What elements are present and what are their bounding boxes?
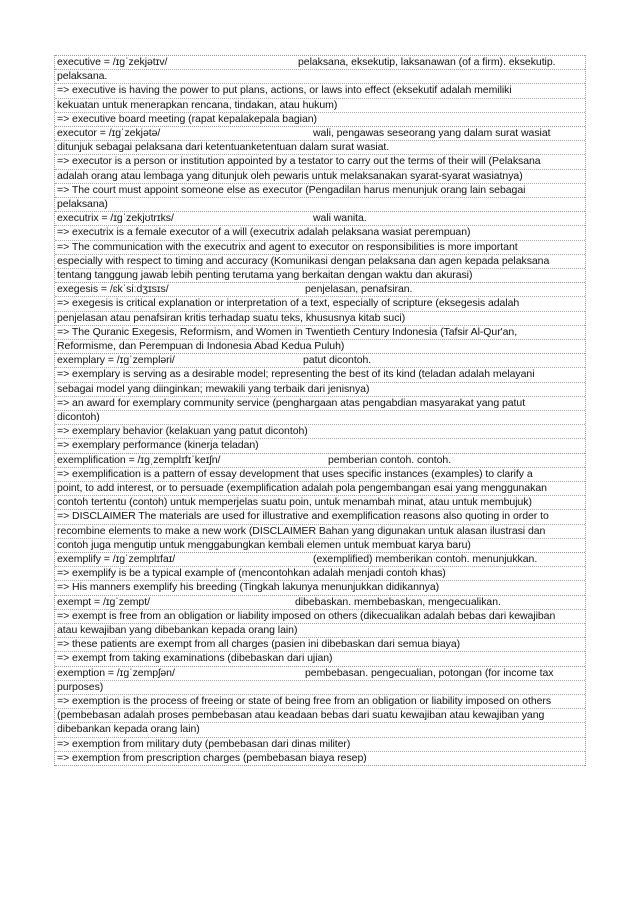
entry-line: => executive is having the power to put plans, actions, or laws into effect (eksekutif adalah memiliki (55, 84, 585, 98)
entry-line: => exemplary performance (kinerja teladan) (57, 439, 259, 452)
entry-translation: wali wanita. (313, 212, 367, 225)
entry-term: exemplary = /ɪɡˈzempləri/ (57, 354, 175, 367)
dictionary-entry (55, 55, 585, 126)
entry-line: => executor is a person or institution appointed by a testator to carry out the terms of their will (Pelaksana (55, 155, 585, 169)
entry-headline (55, 354, 585, 368)
dictionary-entries (54, 55, 586, 766)
entry-line: => executrix is a female executor of a will (executrix adalah pelaksana wasiat perempuan) (55, 226, 585, 240)
dictionary-entry (55, 552, 585, 595)
entry-line: => executive board meeting (rapat kepalakepala bagian) (57, 112, 317, 125)
entry-line: => His manners exemplify his breeding (Tingkah lakunya menunjukkan didikannya) (57, 581, 440, 594)
dictionary-entry (55, 666, 585, 766)
entry-line: => The Quranic Exegesis, Reformism, and Women in Twentieth Century Indonesia (Tafsir Al-Qur'an, (55, 326, 585, 340)
entry-line: tentang tanggung jawab lebih penting terutama yang berkaitan dengan waktu dan akurasi) (57, 269, 473, 281)
entry-line: => exemplary is serving as a desirable model; representing the best of its kind (teladan adalah melayani (55, 368, 585, 382)
entry-line: contoh juga mengutip untuk menggabungkan kembali elemen untuk membuat karya baru) (57, 538, 471, 551)
entry-line: => these patients are exempt from all charges (pasien ini dibebaskan dari semua biaya) (55, 638, 585, 652)
entry-line: point, to add interest, or to persuade (exemplification adalah pola pengembangan esai yang menggunakan (55, 482, 585, 496)
entry-line: => an award for exemplary community service (penghargaan atas pengabdian masyarakat yang patut (55, 397, 585, 411)
entry-headline (55, 596, 585, 610)
entry-term: executor = /ɪɡˈzekjətə/ (57, 127, 161, 139)
entry-line: recombine elements to make a new work (DISCLAIMER Bahan yang digunakan untuk alasan ilustrasi dan (55, 525, 585, 539)
entry-line: => exemption from military duty (pembebasan dari dinas militer) (55, 738, 585, 752)
entry-line: => DISCLAIMER The materials are used for illustrative and exemplification reasons also quoting in order to (55, 510, 585, 524)
entry-term: exempt = /ɪɡˈzempt/ (57, 595, 150, 608)
dictionary-entry (55, 595, 585, 666)
entry-translation: (exemplified) memberikan contoh. menunjukkan. (313, 553, 538, 566)
entry-line: purposes) (55, 681, 585, 695)
entry-headline (55, 127, 585, 141)
entry-translation: wali, pengawas seseorang yang dalam surat wasiat (313, 127, 551, 139)
entry-term: exegesis = /ɛkˈsiːdʒɪsɪs/ (57, 283, 169, 296)
entry-line: pelaksana) (57, 198, 108, 210)
entry-translation: pelaksana, eksekutip, laksanawan (of a firm). eksekutip. (298, 56, 556, 68)
entry-translation: patut dicontoh. (303, 354, 372, 367)
entry-line: => exemplify is be a typical example of (mencontohkan adalah menjadi contoh khas) (55, 567, 585, 581)
entry-headline (55, 667, 585, 681)
entry-line: => exempt from taking examinations (dibebaskan dari ujian) (57, 652, 333, 665)
entry-translation: pemberian contoh. contoh. (328, 453, 452, 466)
entry-translation: penjelasan, penafsiran. (305, 283, 413, 296)
dictionary-entry (55, 211, 585, 282)
entry-term: exemplification = /ɪɡˌzemplɪfɪˈkeɪʃn/ (57, 453, 221, 466)
entry-translation: pembebasan. pengecualian, potongan (for income tax (305, 666, 554, 679)
entry-line: Reformisme, dan Perempuan di Indonesia Abad Kedua Puluh) (57, 340, 345, 352)
entry-term: executive = /ɪɡˈzekjətɪv/ (57, 56, 168, 68)
entry-line: adalah orang atau lembaga yang ditunjuk oleh pewaris untuk melaksanakan syarat-syarat wasiatnya) (55, 170, 585, 184)
entry-headline (55, 553, 585, 567)
entry-line: => exempt is free from an obligation or liability imposed on others (dikecualikan adalah bebas dari kewajiban (55, 610, 585, 624)
entry-line: ditunjuk sebagai pelaksana dari ketentuanketentuan dalam surat wasiat. (55, 141, 585, 155)
entry-line: => The communication with the executrix and agent to executor on responsibilities is more important (55, 241, 585, 255)
entry-line: => exegesis is critical explanation or interpretation of a text, especially of scripture (eksegesis adalah (55, 297, 585, 311)
entry-line: => exemplary behavior (kelakuan yang patut dicontoh) (55, 425, 585, 439)
entry-line: especially with respect to timing and accuracy (Komunikasi dengan pelaksana dan agen kepada pelaksana (55, 255, 585, 269)
entry-line: (pembebasan adalah proses pembebasan atau keadaan bebas dari suatu kewajiban atau kewajiban yang (55, 709, 585, 723)
dictionary-entry (55, 353, 585, 452)
entry-line: pelaksana. (55, 70, 585, 84)
entry-line: sebagai model yang diinginkan; mewakili yang terbaik dari jenisnya) (55, 383, 585, 397)
entry-line: atau kewajiban yang dibebankan kepada orang lain) (55, 624, 585, 638)
entry-line: dicontoh) (55, 411, 585, 425)
entry-line: => The court must appoint someone else as executor (Pengadilan harus menunjuk orang lain sebagai (55, 184, 585, 198)
entry-translation: dibebaskan. membebaskan, mengecualikan. (295, 595, 501, 608)
entry-line: contoh tertentu (contoh) untuk memperjelas suatu poin, untuk menambah minat, atau untuk membujuk) (55, 496, 585, 510)
entry-headline (55, 283, 585, 297)
dictionary-entry (55, 453, 585, 552)
entry-line: => exemption is the process of freeing or state of being free from an obligation or liability imposed on others (55, 695, 585, 709)
entry-line: dibebankan kepada orang lain) (55, 723, 585, 737)
entry-line: penjelasan atau penafsiran kritis terhadap suatu teks, khususnya kitab suci) (55, 312, 585, 326)
entry-line: kekuatan untuk menerapkan rencana, tindakan, atau hukum) (55, 99, 585, 113)
entry-headline (55, 56, 585, 70)
entry-term: exemplify = /ɪɡˈzemplɪfaɪ/ (57, 553, 176, 566)
entry-headline (55, 454, 585, 468)
entry-term: exemption = /ɪɡˈzempʃən/ (57, 666, 175, 679)
entry-headline (55, 212, 585, 226)
entry-term: executrix = /ɪɡˈzekjʊtrɪks/ (57, 212, 174, 225)
entry-line: => exemption from prescription charges (pembebasan biaya resep) (57, 751, 367, 764)
entry-line: => exemplification is a pattern of essay development that uses specific instances (examples) to clarify a (55, 468, 585, 482)
dictionary-entry (55, 126, 585, 211)
dictionary-entry (55, 282, 585, 353)
